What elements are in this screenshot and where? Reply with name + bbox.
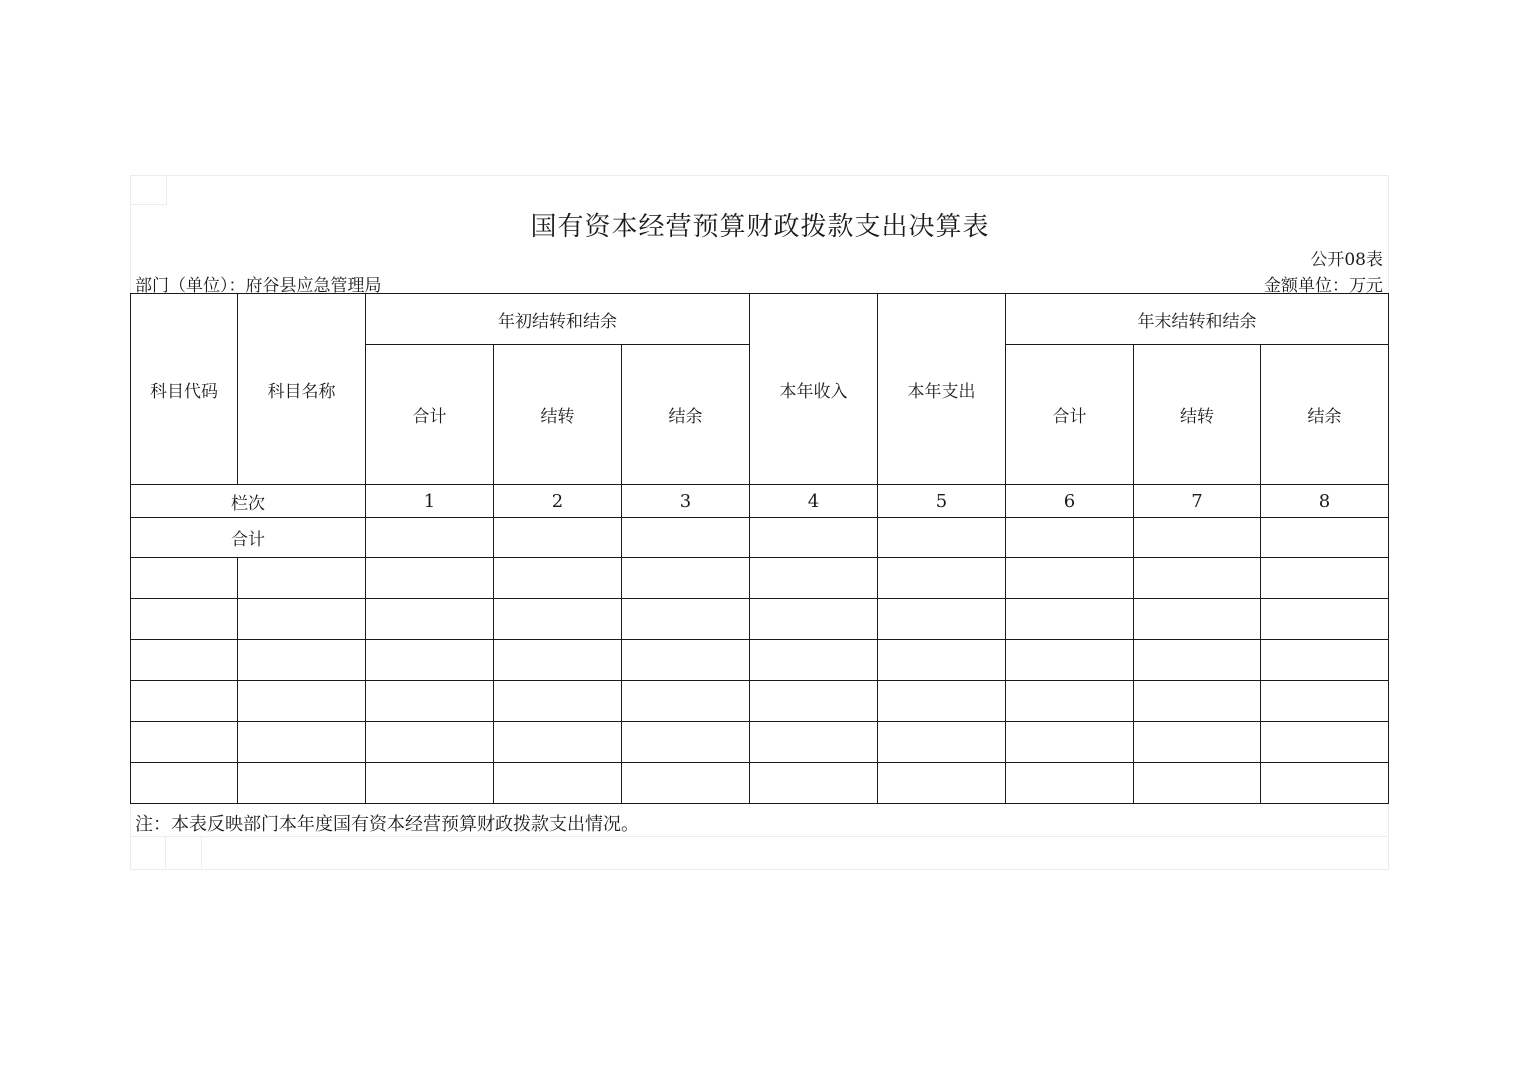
table-cell (622, 722, 750, 763)
faint-corner-cell (130, 175, 167, 205)
column-number: 3 (622, 485, 750, 518)
table-cell (1134, 599, 1261, 640)
table-cell (622, 681, 750, 722)
table-cell (238, 640, 366, 681)
header-current-expense: 本年支出 (878, 294, 1006, 485)
table-cell (494, 681, 622, 722)
table-cell (622, 599, 750, 640)
table-cell (750, 722, 878, 763)
table-cell (750, 518, 878, 558)
table-cell (1134, 722, 1261, 763)
table-cell (1261, 599, 1389, 640)
table-cell (1134, 558, 1261, 599)
header-end-carry: 结转 (1134, 345, 1261, 485)
header-begin-group: 年初结转和结余 (366, 294, 750, 345)
header-end-balance: 结余 (1261, 345, 1389, 485)
table-cell (131, 763, 238, 804)
department-value: 府谷县应急管理局 (245, 276, 382, 296)
table-cell (366, 763, 494, 804)
table-cell (238, 722, 366, 763)
table-cell (1006, 640, 1134, 681)
header-begin-balance: 结余 (622, 345, 750, 485)
table-row (131, 681, 1389, 722)
table-cell (622, 558, 750, 599)
table-cell (878, 518, 1006, 558)
table-cell (1006, 681, 1134, 722)
table-cell (1134, 681, 1261, 722)
table-cell (1134, 518, 1261, 558)
table-cell (131, 640, 238, 681)
table-cell (366, 599, 494, 640)
faint-bottom-row (130, 836, 1387, 869)
table-row (131, 722, 1389, 763)
table-cell (1261, 722, 1389, 763)
table-cell (622, 763, 750, 804)
table-cell (1261, 640, 1389, 681)
table-cell (622, 518, 750, 558)
table-row (131, 640, 1389, 681)
table-cell (238, 681, 366, 722)
department-label: 部门（单位）： (135, 276, 246, 296)
table-cell (131, 599, 238, 640)
header-current-income: 本年收入 (750, 294, 878, 485)
column-index-label: 栏次 (131, 485, 366, 518)
table-cell (750, 681, 878, 722)
column-number: 4 (750, 485, 878, 518)
table-cell (494, 558, 622, 599)
form-number: 公开08表 (1310, 250, 1383, 270)
table-cell (366, 558, 494, 599)
table-cell (238, 599, 366, 640)
page-title: 国有资本经营预算财政拨款支出决算表 (530, 212, 990, 242)
table-cell (1134, 763, 1261, 804)
table-row (131, 558, 1389, 599)
column-number: 1 (366, 485, 494, 518)
table-row (131, 599, 1389, 640)
table-cell (238, 558, 366, 599)
column-number: 8 (1261, 485, 1389, 518)
table-cell (366, 681, 494, 722)
table-cell (366, 518, 494, 558)
table-cell (1261, 558, 1389, 599)
table-cell (878, 722, 1006, 763)
table-cell (878, 640, 1006, 681)
table-cell (1261, 681, 1389, 722)
column-number: 7 (1134, 485, 1261, 518)
table-cell (238, 763, 366, 804)
table-cell (366, 640, 494, 681)
table-cell (878, 599, 1006, 640)
table-cell (750, 599, 878, 640)
amount-unit-label: 金额单位： (1264, 276, 1349, 296)
table-cell (1006, 722, 1134, 763)
table-cell (494, 640, 622, 681)
budget-table (130, 293, 1389, 804)
table-cell (878, 558, 1006, 599)
table-cell (750, 558, 878, 599)
table-cell (1006, 599, 1134, 640)
table-cell (494, 722, 622, 763)
table-cell (622, 640, 750, 681)
total-row-label: 合计 (131, 518, 366, 558)
header-begin-total: 合计 (366, 345, 494, 485)
header-end-group: 年末结转和结余 (1006, 294, 1389, 345)
table-cell (1006, 518, 1134, 558)
table-cell (131, 558, 238, 599)
table-cell (1261, 763, 1389, 804)
table-cell (494, 763, 622, 804)
table-cell (366, 722, 494, 763)
header-subject-name: 科目名称 (238, 294, 366, 485)
table-cell (1261, 518, 1389, 558)
column-number: 5 (878, 485, 1006, 518)
table-cell (878, 763, 1006, 804)
table-row (131, 763, 1389, 804)
column-number: 2 (494, 485, 622, 518)
table-note: 注：本表反映部门本年度国有资本经营预算财政拨款支出情况。 (135, 814, 639, 835)
table-cell (1134, 640, 1261, 681)
table-cell (494, 599, 622, 640)
table-cell (750, 763, 878, 804)
amount-unit-value: 万元 (1349, 276, 1383, 296)
table-cell (131, 722, 238, 763)
table-cell (131, 681, 238, 722)
table-cell (494, 518, 622, 558)
table-cell (878, 681, 1006, 722)
header-begin-carry: 结转 (494, 345, 622, 485)
header-end-total: 合计 (1006, 345, 1134, 485)
header-subject-code: 科目代码 (131, 294, 238, 485)
table-cell (750, 640, 878, 681)
column-number: 6 (1006, 485, 1134, 518)
table-cell (1006, 763, 1134, 804)
table-cell (1006, 558, 1134, 599)
